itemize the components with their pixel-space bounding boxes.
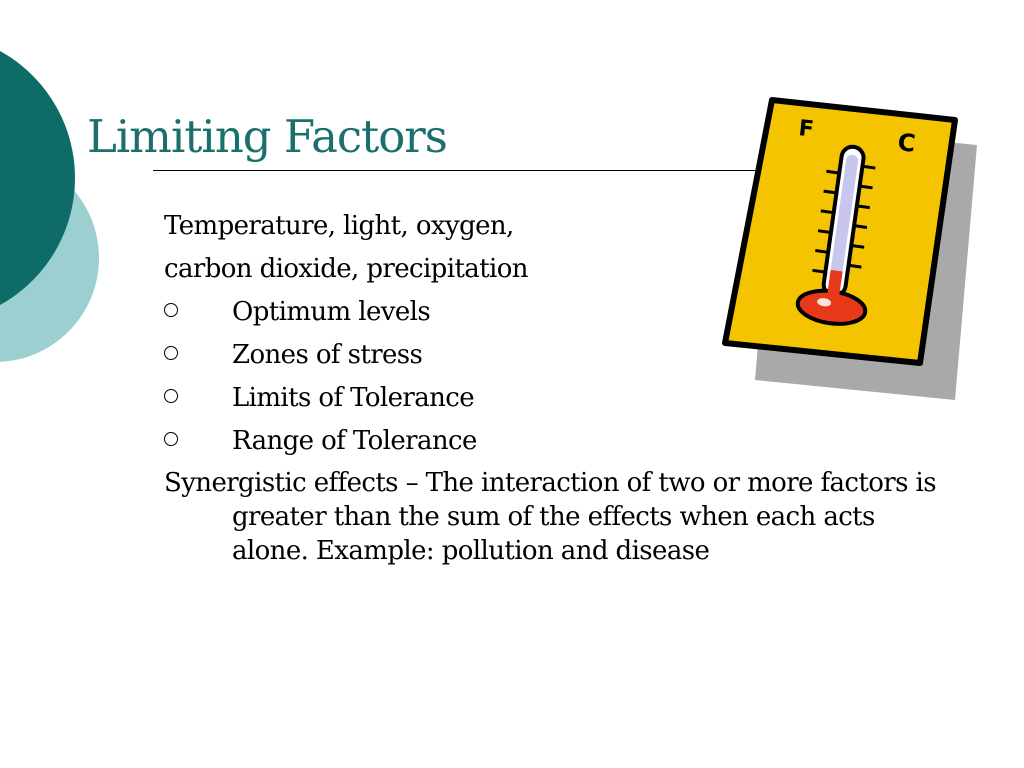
- bullet-label: Optimum levels: [232, 297, 431, 327]
- bullet-label: Range of Tolerance: [232, 426, 477, 456]
- synergy-line: greater than the sum of the effects when each acts: [232, 502, 875, 532]
- circle-bullet-icon: [164, 303, 178, 317]
- bullet-item: [164, 420, 964, 463]
- synergy-line: alone. Example: pollution and disease: [232, 536, 710, 566]
- bullet-label: Limits of Tolerance: [232, 383, 475, 413]
- synergy-paragraph: [164, 466, 964, 568]
- intro-line: carbon dioxide, precipitation: [164, 254, 528, 284]
- circle-bullet-icon: [164, 389, 178, 403]
- slide-title: Limiting Factors: [87, 110, 447, 163]
- circle-bullet-icon: [164, 346, 178, 360]
- fahrenheit-label: F: [797, 116, 815, 143]
- intro-line: Temperature, light, oxygen,: [164, 211, 514, 241]
- bullet-label: Zones of stress: [232, 340, 423, 370]
- celsius-label: C: [896, 128, 917, 158]
- decorative-circles: [0, 0, 110, 420]
- thermometer-icon: [715, 95, 985, 405]
- circle-bullet-icon: [164, 432, 178, 446]
- synergy-line: Synergistic effects – The interaction of two or more factors is: [164, 468, 936, 498]
